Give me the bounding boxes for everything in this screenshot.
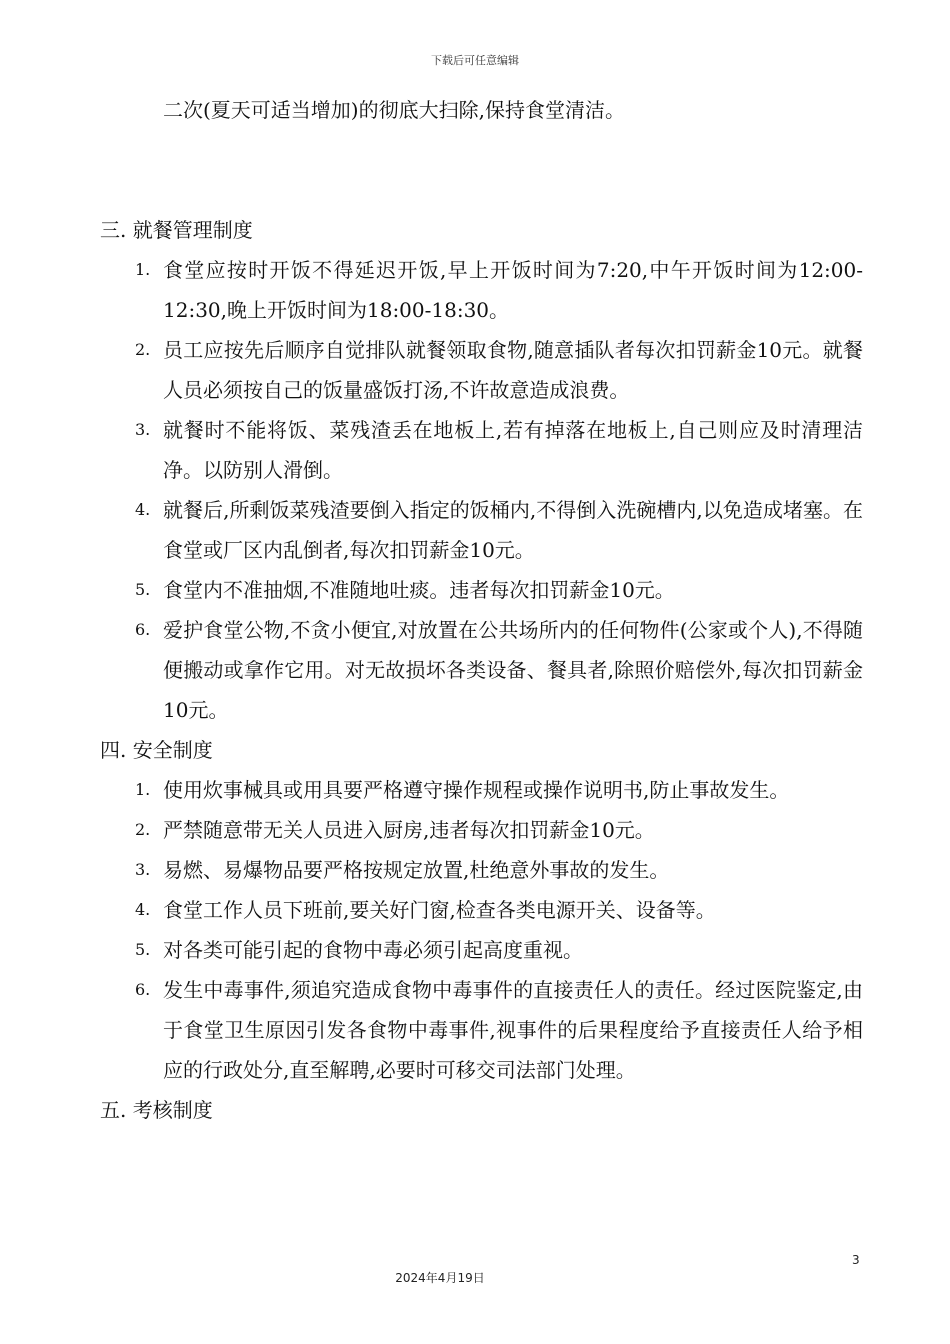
list-item bbox=[0, 410, 950, 490]
list-item-number: 3. bbox=[135, 420, 151, 439]
list-item-text: 就餐时不能将饭、菜残渣丢在地板上,若有掉落在地板上,自己则应及时清理洁净。以防别人滑倒。 bbox=[163, 418, 863, 482]
list-item-text: 爱护食堂公物,不贪小便宜,对放置在公共场所内的任何物件(公家或个人),不得随便搬动或拿作它用。对无故损坏各类设备、餐具者,除照价赔偿外,每次扣罚薪金10元。 bbox=[163, 618, 863, 722]
list-item-text: 食堂内不准抽烟,不准随地吐痰。违者每次扣罚薪金10元。 bbox=[163, 578, 675, 602]
list-item bbox=[0, 490, 950, 570]
list-item bbox=[0, 810, 950, 850]
list-item-number: 2. bbox=[135, 340, 151, 359]
list-item-number: 1. bbox=[135, 780, 151, 799]
list-item bbox=[0, 890, 950, 930]
footer-date: 2024年4月19日 bbox=[395, 1271, 485, 1285]
list-item-text: 对各类可能引起的食物中毒必须引起高度重视。 bbox=[163, 938, 583, 962]
document-body bbox=[0, 90, 950, 1130]
list-item bbox=[0, 930, 950, 970]
list-item bbox=[0, 970, 950, 1090]
list-item-number: 5. bbox=[135, 580, 151, 599]
list-item-number: 2. bbox=[135, 820, 151, 839]
section-title: 五. 考核制度 bbox=[100, 1098, 213, 1122]
page-number: 3 bbox=[852, 1253, 860, 1267]
list-item-text: 食堂应按时开饭不得延迟开饭,早上开饭时间为7:20,中午开饭时间为12:00-12:30,晚上开饭时间为18:00-18:30。 bbox=[163, 258, 863, 322]
list-item-number: 5. bbox=[135, 940, 151, 959]
list-item-text: 使用炊事械具或用具要严格遵守操作规程或操作说明书,防止事故发生。 bbox=[163, 778, 790, 802]
list-item-text: 易燃、易爆物品要严格按规定放置,杜绝意外事故的发生。 bbox=[163, 858, 670, 882]
list-item-number: 3. bbox=[135, 860, 151, 879]
header-note: 下载后可任意编辑 bbox=[431, 54, 519, 67]
list-item-number: 6. bbox=[135, 980, 151, 999]
list-item-number: 6. bbox=[135, 620, 151, 639]
list-item bbox=[0, 330, 950, 410]
list-item-number: 4. bbox=[135, 900, 151, 919]
list-item-text: 严禁随意带无关人员进入厨房,违者每次扣罚薪金10元。 bbox=[163, 818, 655, 842]
list-item bbox=[0, 850, 950, 890]
list-item-number: 1. bbox=[135, 260, 151, 279]
list-item-text: 食堂工作人员下班前,要关好门窗,检查各类电源开关、设备等。 bbox=[163, 898, 716, 922]
list-item-text: 就餐后,所剩饭菜残渣要倒入指定的饭桶内,不得倒入洗碗槽内,以免造成堵塞。在食堂或厂区内乱倒者,每次扣罚薪金10元。 bbox=[163, 498, 863, 562]
list-item-number: 4. bbox=[135, 500, 151, 519]
list-item bbox=[0, 250, 950, 330]
list-item-text: 发生中毒事件,须追究造成食物中毒事件的直接责任人的责任。经过医院鉴定,由于食堂卫生原因引发各食物中毒事件,视事件的后果程度给予直接责任人给予相应的行政处分,直至解聘,必要时可移交司法部门处理。 bbox=[163, 978, 863, 1082]
list-item bbox=[0, 770, 950, 810]
list-item bbox=[0, 570, 950, 610]
section-title: 四. 安全制度 bbox=[100, 738, 213, 762]
continuation-paragraph: 二次(夏天可适当增加)的彻底大扫除,保持食堂清洁。 bbox=[163, 98, 625, 122]
list-item bbox=[0, 610, 950, 730]
list-item-text: 员工应按先后顺序自觉排队就餐领取食物,随意插队者每次扣罚薪金10元。就餐人员必须按自己的饭量盛饭打汤,不许故意造成浪费。 bbox=[163, 338, 863, 402]
section-title: 三. 就餐管理制度 bbox=[100, 218, 253, 242]
